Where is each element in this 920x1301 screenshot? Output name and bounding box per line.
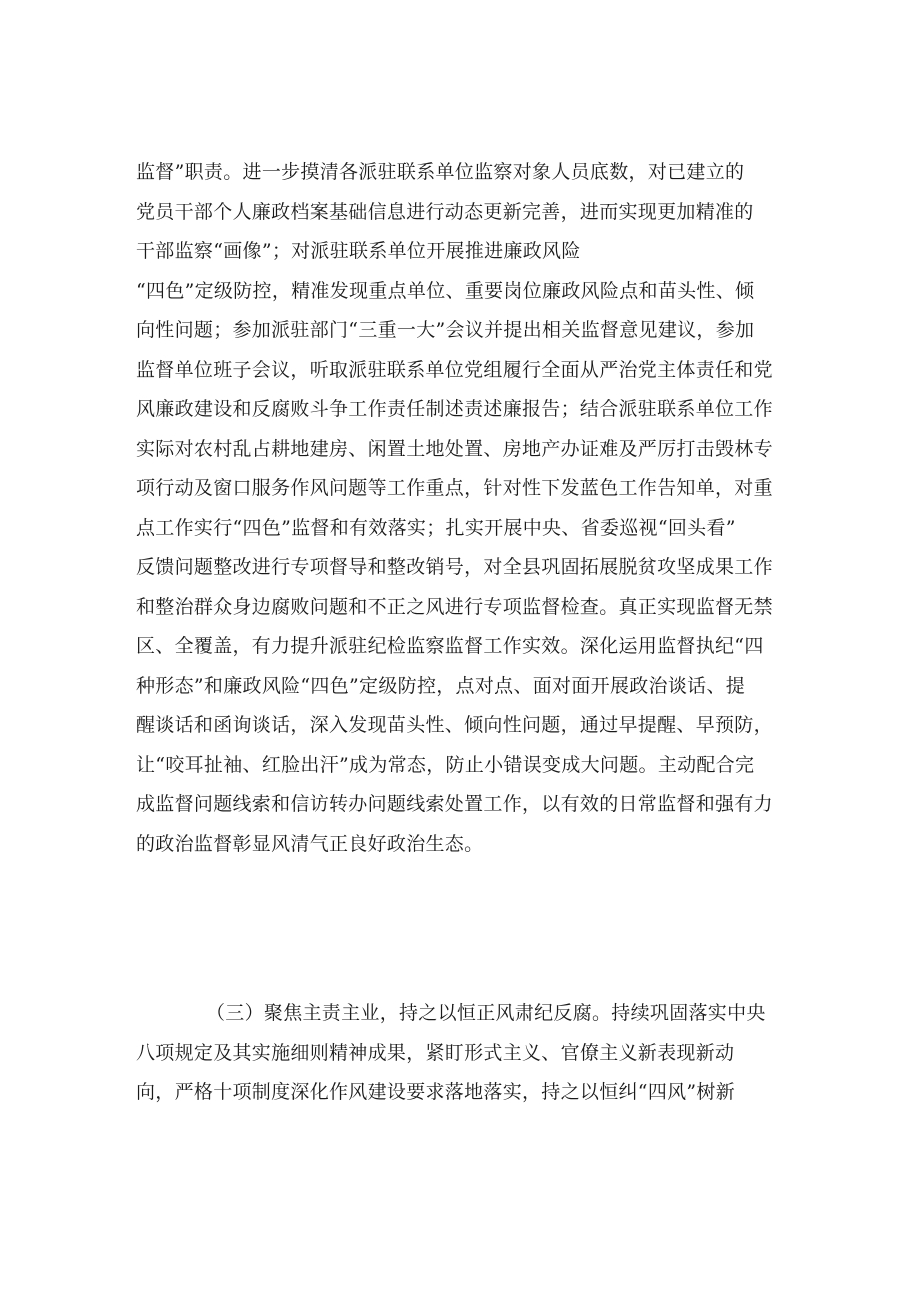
text-line: 监督单位班子会议，听取派驻联系单位党组履行全面从严治党主体责任和党 [136,358,773,381]
text-line: 八项规定及其实施细则精神成果，紧盯形式主义、官僚主义新表现新动 [136,1041,735,1064]
text-line: 干部监察“画像”；对派驻联系单位开展推进廉政风险 [136,240,581,262]
text-line: 成监督问题线索和信访转办问题线索处置工作，以有效的日常监督和强有力 [136,793,773,815]
text-line: 的政治监督彰显风清气正良好政治生态。 [136,832,484,855]
text-line: “四色”定级防控，精准发现重点单位、重要岗位廉政风险点和苗头性、倾 [136,279,755,302]
paragraph-1 [136,153,816,864]
text-line: 种形态”和廉政风险“四色”定级防控，点对点、面对面开展政治谈话、提 [136,674,746,697]
text-line: 区、全覆盖，有力提升派驻纪检监察监督工作实效。深化运用监督执纪“四 [136,635,764,657]
text-line: 和整治群众身边腐败问题和不正之风进行专项监督检查。真正实现监督无禁 [136,595,773,618]
text-line: 点工作实行“四色”监督和有效落实；扎实开展中央、省委巡视“回头看” [136,516,736,539]
text-line: 党员干部个人廉政档案基础信息进行动态更新完善，进而实现更加精准的 [136,200,754,223]
text-line: 让“咬耳扯袖、红脸出汗”成为常态，防止小错误变成大问题。主动配合完 [136,753,755,776]
text-line: 反馈问题整改进行专项督导和整改销号，对全县巩固拓展脱贫攻坚成果工作 [136,556,773,578]
text-line: 风廉政建设和反腐败斗争工作责任制述责述廉报告；结合派驻联系单位工作 [136,398,773,420]
text-line: （三）聚焦主责主业，持之以恒正风肃纪反腐。持续巩固落实中央 [206,1002,766,1024]
text-line: 项行动及窗口服务作风问题等工作重点，针对性下发蓝色工作告知单，对重 [136,477,773,499]
text-line: 向，严格十项制度深化作风建设要求落地落实，持之以恒纠“四风”树新 [136,1081,736,1103]
paragraph-2 [136,994,816,1113]
text-line: 醒谈话和函询谈话，深入发现苗头性、倾向性问题，通过早提醒、早预防， [136,714,773,736]
text-line: 实际对农村乱占耕地建房、闲置土地处置、房地产办证难及严厉打击毁林专 [136,437,773,460]
text-line: 监督”职责。进一步摸清各派驻联系单位监察对象人员底数，对已建立的 [136,161,745,183]
text-line: 向性问题；参加派驻部门“三重一大”会议并提出相关监督意见建议，参加 [136,319,755,341]
